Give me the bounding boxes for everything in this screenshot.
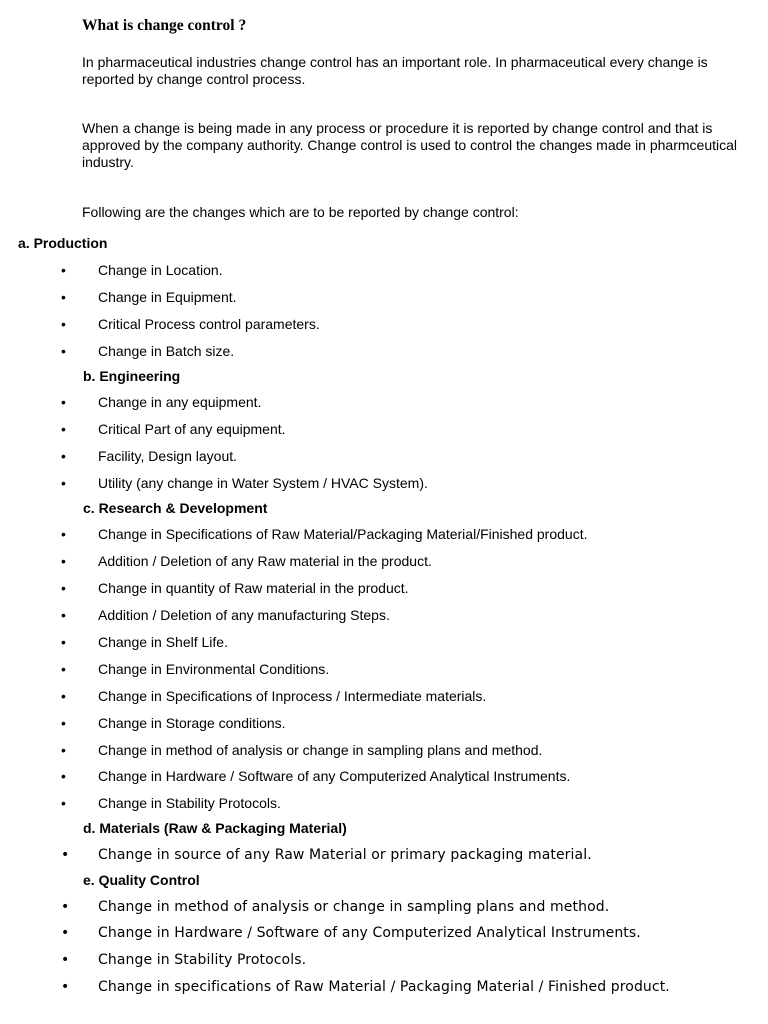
list-item: • Critical Part of any equipment.	[61, 421, 286, 437]
list-item: • Change in Batch size.	[61, 343, 235, 359]
bullet-icon: •	[61, 607, 66, 623]
list-item: • Change in Environmental Conditions.	[61, 661, 330, 677]
bullet-icon: •	[61, 475, 66, 491]
bullet-icon: •	[61, 742, 66, 758]
bullet-icon: •	[61, 715, 66, 731]
description-paragraph: When a change is being made in any process or procedure it is reported by change control and that is approved by the company authority. Change control is used to control the changes made in pharmceutical industry.	[82, 120, 738, 170]
list-item: • Change in specifications of Raw Material / Packaging Material / Finished product.	[61, 979, 670, 995]
list-item: • Addition / Deletion of any Raw material in the product.	[61, 553, 432, 569]
list-item: • Utility (any change in Water System / HVAC System).	[61, 475, 428, 491]
section-heading-materials: d. Materials (Raw & Packaging Material)	[83, 820, 347, 836]
bullet-icon: •	[61, 343, 66, 359]
bullet-icon: •	[61, 688, 66, 704]
list-item: • Change in Hardware / Software of any Computerized Analytical Instruments.	[61, 925, 641, 941]
bullet-icon: •	[61, 979, 70, 995]
section-heading-quality-control: e. Quality Control	[83, 872, 200, 888]
bullet-icon: •	[61, 580, 66, 596]
list-item: • Change in Shelf Life.	[61, 634, 228, 650]
intro-paragraph: In pharmaceutical industries change control has an important role. In pharmaceutical every change is reported by change control process.	[82, 54, 708, 87]
lead-in-paragraph: Following are the changes which are to be reported by change control:	[82, 204, 519, 220]
list-item: • Facility, Design layout.	[61, 448, 238, 464]
list-item: • Change in Stability Protocols.	[61, 795, 281, 811]
list-item: • Change in Location.	[61, 262, 223, 278]
list-item: • Addition / Deletion of any manufacturing Steps.	[61, 607, 390, 623]
bullet-icon: •	[61, 768, 66, 784]
list-item: • Change in Hardware / Software of any Computerized Analytical Instruments.	[61, 768, 571, 784]
bullet-icon: •	[61, 661, 66, 677]
bullet-icon: •	[61, 262, 66, 278]
bullet-icon: •	[61, 925, 70, 941]
section-heading-research-development: c. Research & Development	[83, 500, 268, 516]
bullet-icon: •	[61, 634, 66, 650]
bullet-icon: •	[61, 448, 66, 464]
list-item: • Change in Equipment.	[61, 289, 237, 305]
bullet-icon: •	[61, 526, 66, 542]
list-item: • Change in any equipment.	[61, 394, 262, 410]
section-heading-production: a. Production	[18, 235, 108, 251]
list-item: • Change in Stability Protocols.	[61, 952, 307, 968]
list-item: • Change in quantity of Raw material in the product.	[61, 580, 409, 596]
bullet-icon: •	[61, 899, 70, 915]
list-item: • Change in Specifications of Inprocess / Intermediate materials.	[61, 688, 487, 704]
list-item: • Critical Process control parameters.	[61, 316, 320, 332]
bullet-icon: •	[61, 553, 66, 569]
list-item: • Change in method of analysis or change in sampling plans and method.	[61, 742, 543, 758]
bullet-icon: •	[61, 316, 66, 332]
bullet-icon: •	[61, 289, 66, 305]
list-item: • Change in Specifications of Raw Material/Packaging Material/Finished product.	[61, 526, 588, 542]
bullet-icon: •	[61, 795, 66, 811]
bullet-icon: •	[61, 421, 66, 437]
list-item: • Change in source of any Raw Material or primary packaging material.	[61, 847, 592, 863]
list-item: • Change in method of analysis or change in sampling plans and method.	[61, 899, 610, 915]
section-heading-engineering: b. Engineering	[83, 368, 181, 384]
bullet-icon: •	[61, 847, 70, 863]
bullet-icon: •	[61, 394, 66, 410]
page-title: What is change control ?	[82, 17, 247, 34]
bullet-icon: •	[61, 952, 70, 968]
list-item: • Change in Storage conditions.	[61, 715, 286, 731]
